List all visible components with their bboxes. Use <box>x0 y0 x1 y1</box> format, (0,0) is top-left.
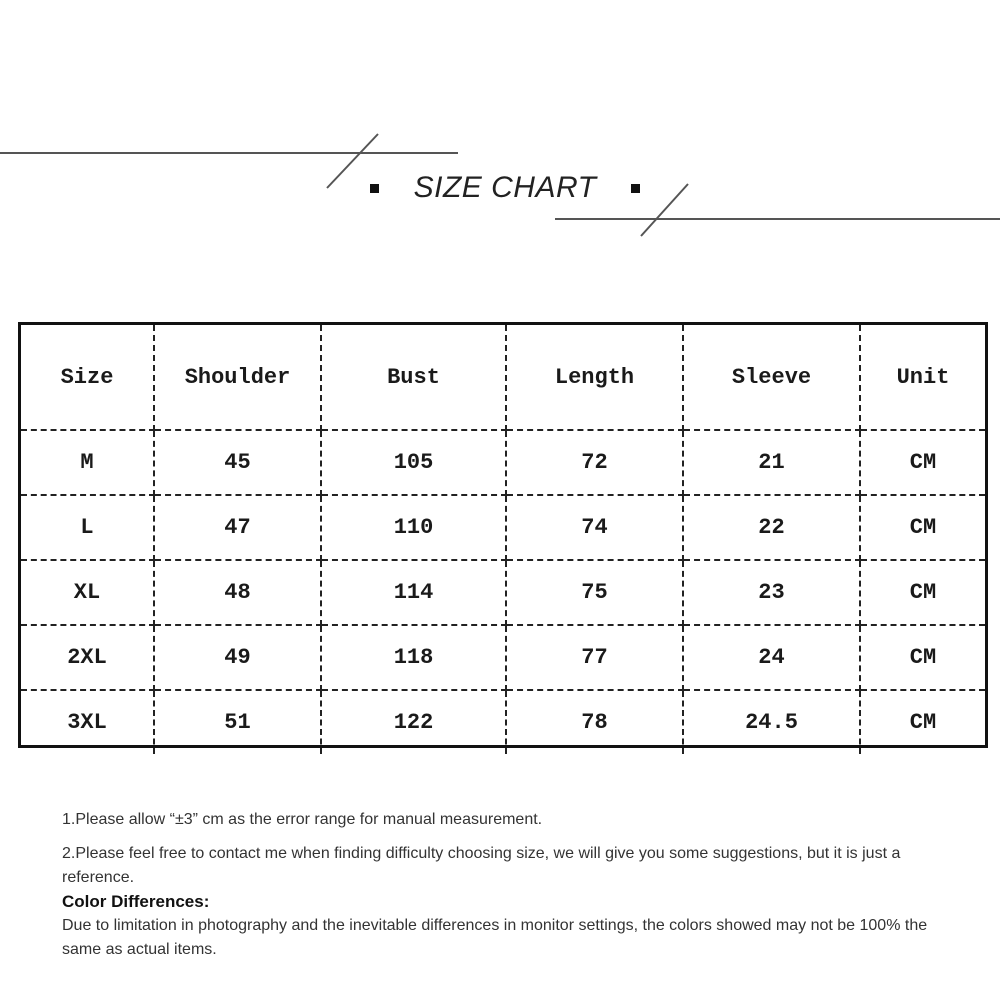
cell-unit: CM <box>860 625 985 690</box>
table-row <box>21 495 985 560</box>
cell-size: 2XL <box>21 625 154 690</box>
cell-shoulder: 45 <box>154 430 321 495</box>
table-header-row <box>21 325 985 430</box>
cell-shoulder: 51 <box>154 690 321 754</box>
color-differences-heading: Color Differences: <box>62 892 210 911</box>
table-row <box>21 560 985 625</box>
column-header-length: Length <box>506 325 683 430</box>
cell-shoulder: 47 <box>154 495 321 560</box>
cell-length: 72 <box>506 430 683 495</box>
table-row <box>21 430 985 495</box>
right-slash-line <box>641 184 688 236</box>
cell-sleeve: 23 <box>683 560 860 625</box>
color-differences-text: Due to limitation in photography and the inevitable differences in monitor settings, the colors showed may not be 100% the same as actual items. <box>62 917 928 958</box>
cell-unit: CM <box>860 560 985 625</box>
cell-unit: CM <box>909 710 937 735</box>
cell-bust: 118 <box>321 625 506 690</box>
cell-unit: CM <box>860 495 985 560</box>
cell-shoulder: 48 <box>154 560 321 625</box>
cell-size: XL <box>21 560 154 625</box>
title-row <box>370 168 640 208</box>
cell-sleeve: 24 <box>683 625 860 690</box>
size-table <box>21 325 985 754</box>
cell-length: 77 <box>506 625 683 690</box>
measurement-note: 1.Please allow “±3” cm as the error range for manual measurement. <box>62 811 543 828</box>
cell-shoulder: 49 <box>154 625 321 690</box>
cell-sleeve: 24.5 <box>683 690 860 754</box>
cell-length: 74 <box>506 495 683 560</box>
notes-section <box>62 808 942 962</box>
cell-sleeve: 22 <box>683 495 860 560</box>
contact-note: 2.Please feel free to contact me when finding difficulty choosing size, we will give you some suggestions, but it is just a reference. <box>62 845 901 886</box>
table-row <box>21 625 985 690</box>
column-header-size: Size <box>21 325 154 430</box>
left-square-bullet-icon <box>370 184 379 193</box>
cell-bust: 105 <box>321 430 506 495</box>
column-header-sleeve: Sleeve <box>683 325 860 430</box>
page-title: SIZE CHART <box>413 171 597 204</box>
cell-length: 75 <box>506 560 683 625</box>
cell-size: 3XL <box>21 690 154 754</box>
right-square-bullet-icon <box>631 184 640 193</box>
cell-sleeve: 21 <box>683 430 860 495</box>
size-table-frame <box>18 322 988 748</box>
column-header-bust: Bust <box>321 325 506 430</box>
title-decoration <box>0 0 1000 260</box>
cell-bust: 114 <box>321 560 506 625</box>
cell-length: 78 <box>506 690 683 754</box>
cell-size: M <box>21 430 154 495</box>
column-header-shoulder: Shoulder <box>154 325 321 430</box>
table-row <box>21 690 985 754</box>
cell-bust: 110 <box>321 495 506 560</box>
column-header-unit: Unit <box>860 325 985 430</box>
cell-unit: CM <box>860 430 985 495</box>
cell-size: L <box>21 495 154 560</box>
cell-bust: 122 <box>321 690 506 754</box>
